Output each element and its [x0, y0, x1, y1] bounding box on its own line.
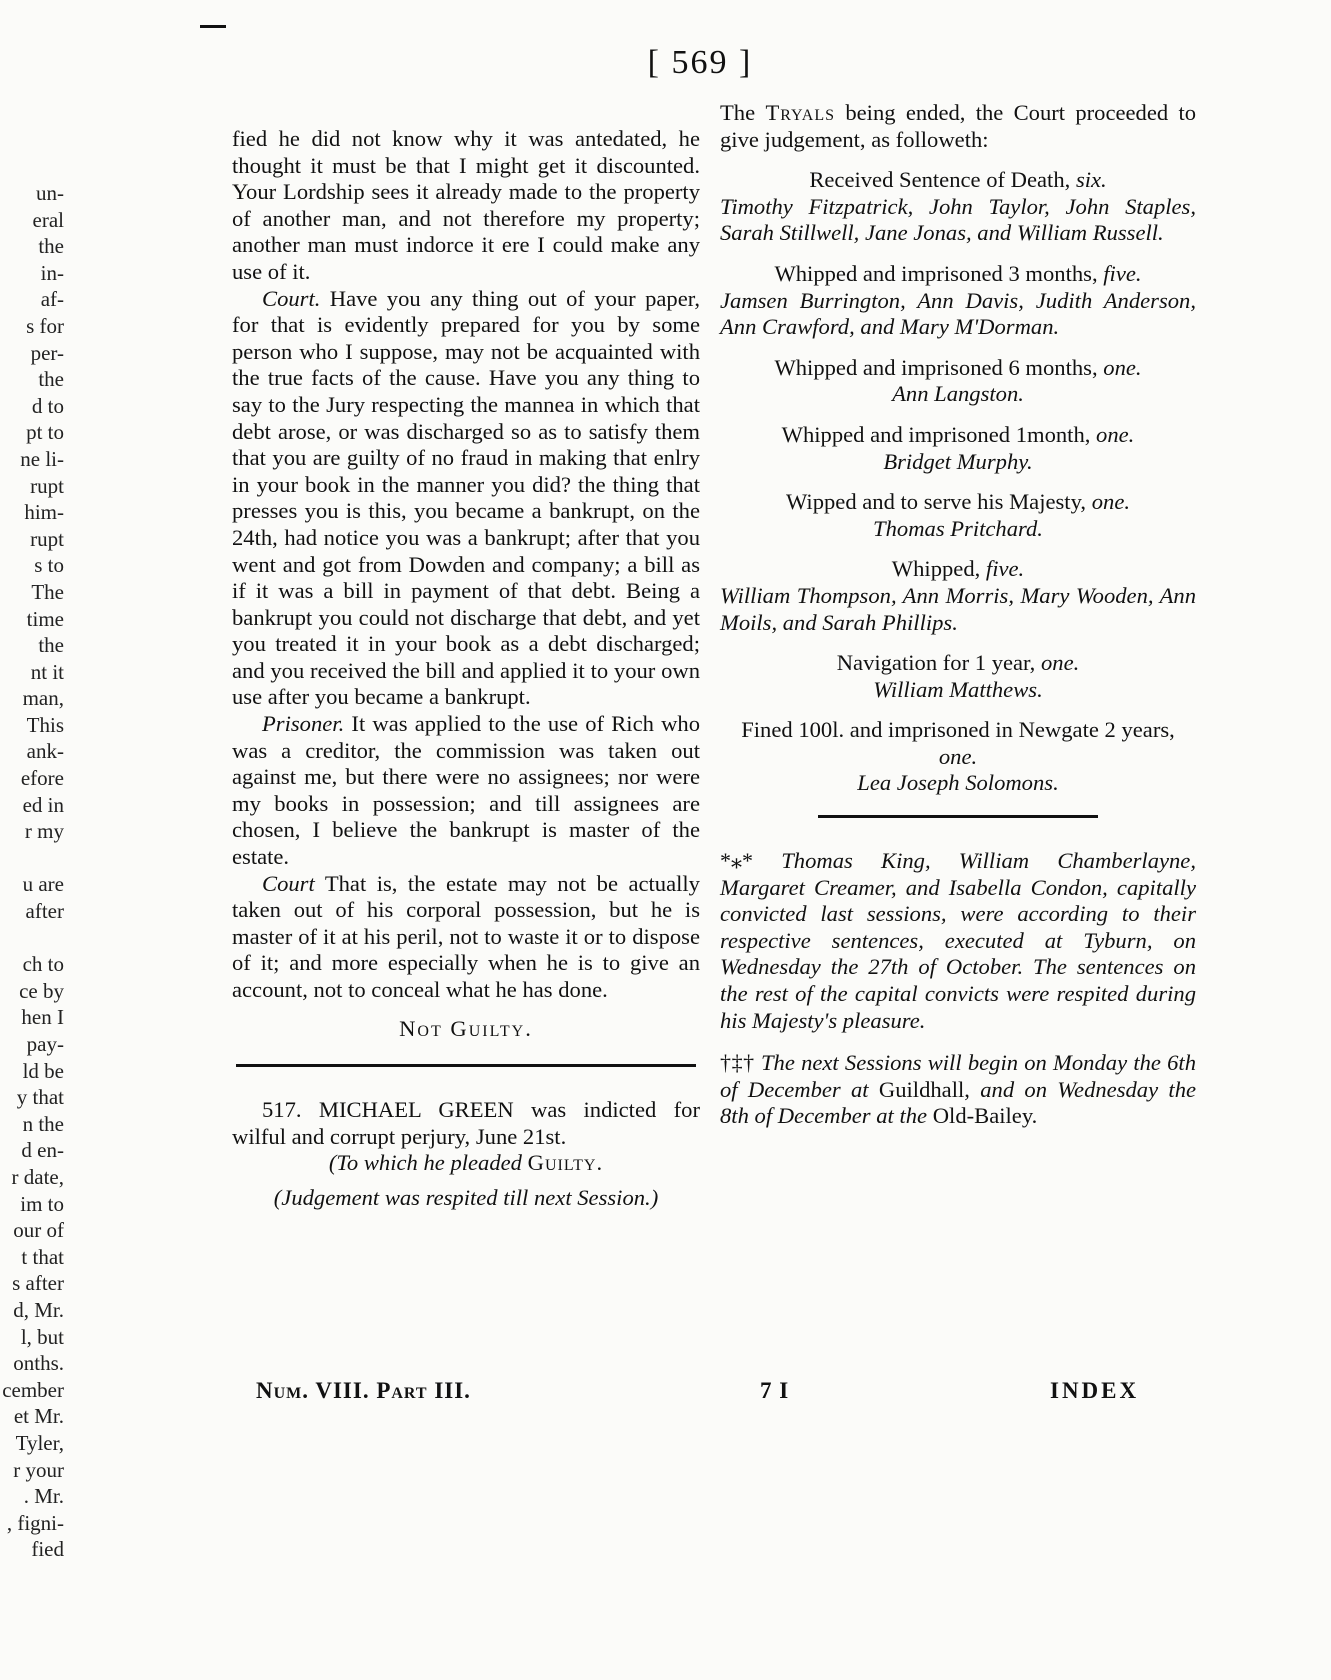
- margin-fragment: per-: [30, 340, 64, 365]
- margin-fragment: n the: [22, 1111, 64, 1136]
- margin-fragment: man,: [22, 686, 64, 711]
- execution-note: *⁎* Thomas King, William Chamberlayne, Margaret Creamer, and Isabella Condon, capitally convicted last sessions, were according to their respective sentences, executed at Tyburn, on Wednesday the 27th of October. The sentences on the rest of the capital convicts were respited during his Majesty's pleasure.: [720, 848, 1196, 1033]
- sessions-note: †‡† The next Sessions will begin on Monday the 6th of December at Guildhall, and on Wednesday the 8th of December at the Old-Bailey.: [720, 1050, 1197, 1129]
- top-rule: [200, 25, 226, 28]
- margin-fragment: l, but: [20, 1324, 64, 1349]
- folio-number: 7 I: [760, 1378, 790, 1403]
- margin-fragment: un-: [36, 181, 64, 205]
- margin-fragment: ed in: [22, 792, 64, 817]
- margin-fragment: This: [26, 712, 64, 737]
- margin-fragment: et Mr.: [13, 1404, 64, 1429]
- margin-fragment: rupt: [30, 473, 64, 498]
- speaker-label: Prisoner.: [262, 711, 345, 737]
- margin-fragment: s for: [26, 313, 64, 338]
- margin-fragment: ld be: [22, 1058, 64, 1083]
- judgement-intro: The Tryals being ended, the Court proceeded to give judgement, as followeth:: [720, 100, 1197, 152]
- dagger-mark: †‡†: [720, 1050, 755, 1076]
- margin-fragment: [0, 845, 64, 872]
- margin-fragment: t that: [21, 1244, 64, 1269]
- margin-fragment: y that: [16, 1085, 64, 1110]
- margin-fragment: hen I: [21, 1005, 64, 1030]
- margin-fragment: s to: [34, 553, 64, 578]
- margin-fragment: ch to: [22, 952, 64, 977]
- margin-fragment: , figni-: [6, 1510, 64, 1535]
- margin-fragment: rupt: [30, 526, 64, 551]
- margin-fragment: in-: [40, 260, 64, 285]
- margin-fragment: efore: [20, 766, 64, 791]
- page-number: [ 569 ]: [647, 44, 753, 81]
- margin-fragment: [0, 925, 64, 952]
- speaker-label: Court.: [262, 285, 321, 311]
- margin-fragment: af-: [40, 287, 64, 312]
- margin-fragment: ne li-: [20, 446, 64, 471]
- section-rule: [818, 815, 1098, 818]
- margin-fragment: ank-: [26, 739, 64, 764]
- sentence-whip1-heading: Whipped and imprisoned 1month, one.: [781, 421, 1135, 447]
- margin-fragment: r date,: [11, 1164, 64, 1189]
- margin-fragment: ce by: [19, 978, 64, 1003]
- judgement-note: (Judgement was respited till next Session.): [273, 1184, 659, 1210]
- sentence-whip3-names: Jamsen Burrington, Ann Davis, Judith Anderson, Ann Crawford, and Mary M'Dorman.: [720, 287, 1196, 340]
- margin-fragment: d to: [31, 393, 64, 418]
- margin-fragment: r your: [13, 1457, 64, 1482]
- margin-fragment: him-: [24, 500, 64, 525]
- sentence-serve-heading: Wipped and to serve his Majesty, one.: [786, 489, 1130, 515]
- speech-text: It was applied to the use of Rich who was a creditor, the commission was taken out against me, but there were no assignees; nor were my books in possession; and till assignees are chosen, I believe the bankrupt is master of the estate.: [232, 711, 700, 870]
- speech-text: Have you any thing out of your paper, for that is evidently prepared for you by some person who I suppose, may not be acquainted with the true facts of the cause. Have you any thing to say to the Jury respecting the mannea in which that debt arose, or was discharged so as to satisfy them that you are guilty of no fraud in making that enlry in your book in the manner you did? the thing that presses you is this, you became a bankrupt, on the 24th, had notice you was a bankrupt; after that you went and got from Dowden and company; a bill as if it was a bill in payment of that debt. Being a bankrupt you could not discharge that debt, and yet you treated it in your book as a debt discharged; and you received the bill and applied it to your own use after you became a bankrupt.: [232, 285, 700, 710]
- previous-page-margin: [0, 180, 64, 1563]
- catchword: INDEX: [1050, 1378, 1140, 1403]
- margin-fragment: onths.: [13, 1351, 64, 1376]
- court-exchange-2: [232, 871, 700, 1004]
- margin-fragment: cember: [2, 1377, 64, 1402]
- margin-fragment: time: [26, 606, 64, 631]
- trial-number: 517.: [262, 1097, 302, 1123]
- margin-fragment: fied: [31, 1537, 64, 1562]
- margin-fragment: Tyler,: [15, 1430, 64, 1455]
- sentence-nav-heading: Navigation for 1 year, one.: [836, 650, 1080, 676]
- margin-fragment: d en-: [21, 1138, 64, 1163]
- margin-fragment: im to: [20, 1191, 64, 1216]
- defendant-name: MICHAEL GREEN: [318, 1097, 514, 1123]
- plea-line: (To which he pleaded Guilty.: [328, 1150, 604, 1176]
- trial-entry: [232, 1097, 700, 1150]
- paragraph-continuation: fied he did not know why it was antedated, he thought it must be that I might get it discounted. Your Lordship sees it already made to the property of another man, and not therefore my property; another man must indorce it ere I could make any use of it.: [232, 126, 700, 284]
- plea: Guilty.: [527, 1150, 604, 1176]
- margin-fragment: after: [25, 899, 64, 924]
- right-column: [720, 100, 1196, 1130]
- signature-mark: Num. VIII. Part III.: [256, 1378, 471, 1403]
- margin-fragment: The: [31, 579, 64, 604]
- sentence-whip6-heading: Whipped and imprisoned 6 months, one.: [774, 354, 1142, 380]
- sentence-serve-names: Thomas Pritchard.: [873, 515, 1043, 541]
- sentence-whipped-heading: Whipped, five.: [891, 556, 1025, 582]
- sentence-fined-names: Lea Joseph Solomons.: [857, 770, 1059, 796]
- sentence-fined-heading: Fined 100l. and imprisoned in Newgate 2 years, one.: [741, 717, 1175, 769]
- margin-fragment: d, Mr.: [13, 1297, 64, 1322]
- verdict: Not Guilty.: [399, 1015, 533, 1041]
- margin-fragment: the: [38, 234, 64, 259]
- court-exchange-1: [232, 286, 700, 712]
- sentence-nav-names: William Matthews.: [873, 676, 1043, 702]
- sentence-whip1-names: Bridget Murphy.: [883, 448, 1033, 474]
- margin-fragment: u are: [22, 872, 64, 897]
- prisoner-exchange: [232, 711, 700, 871]
- margin-fragment: s after: [12, 1271, 64, 1296]
- margin-fragment: r my: [24, 819, 64, 844]
- sentence-whipped-names: William Thompson, Ann Morris, Mary Wooden, Ann Moils, and Sarah Phillips.: [720, 582, 1196, 635]
- margin-fragment: pt to: [26, 420, 64, 445]
- speaker-label: Court: [262, 870, 315, 896]
- sentence-death-names: Timothy Fitzpatrick, John Taylor, John Staples, Sarah Stillwell, Jane Jonas, and William Russell.: [720, 193, 1196, 246]
- sentence-whip6-names: Ann Langston.: [892, 381, 1024, 407]
- sentence-whip3-heading: Whipped and imprisoned 3 months, five.: [774, 260, 1142, 286]
- section-rule: [236, 1064, 696, 1067]
- margin-fragment: the: [38, 633, 64, 658]
- left-column: [232, 126, 700, 1212]
- charge-text: was indicted for wilful and corrupt perjury, June 21st.: [232, 1097, 700, 1149]
- sentence-death-heading: Received Sentence of Death, six.: [809, 167, 1107, 193]
- margin-fragment: pay-: [26, 1032, 64, 1056]
- margin-fragment: the: [38, 367, 64, 392]
- asterism-mark: *⁎*: [720, 848, 753, 874]
- margin-fragment: our of: [13, 1218, 64, 1243]
- margin-fragment: nt it: [30, 659, 64, 684]
- speech-text: That is, the estate may not be actually taken out of his corporal possession, but he is master of it at his peril, not to waste it or to dispose of it; and more especially when he is to give an account, not to conceal what he has done.: [232, 870, 700, 1002]
- margin-fragment: eral: [32, 207, 64, 232]
- margin-fragment: . Mr.: [23, 1484, 64, 1509]
